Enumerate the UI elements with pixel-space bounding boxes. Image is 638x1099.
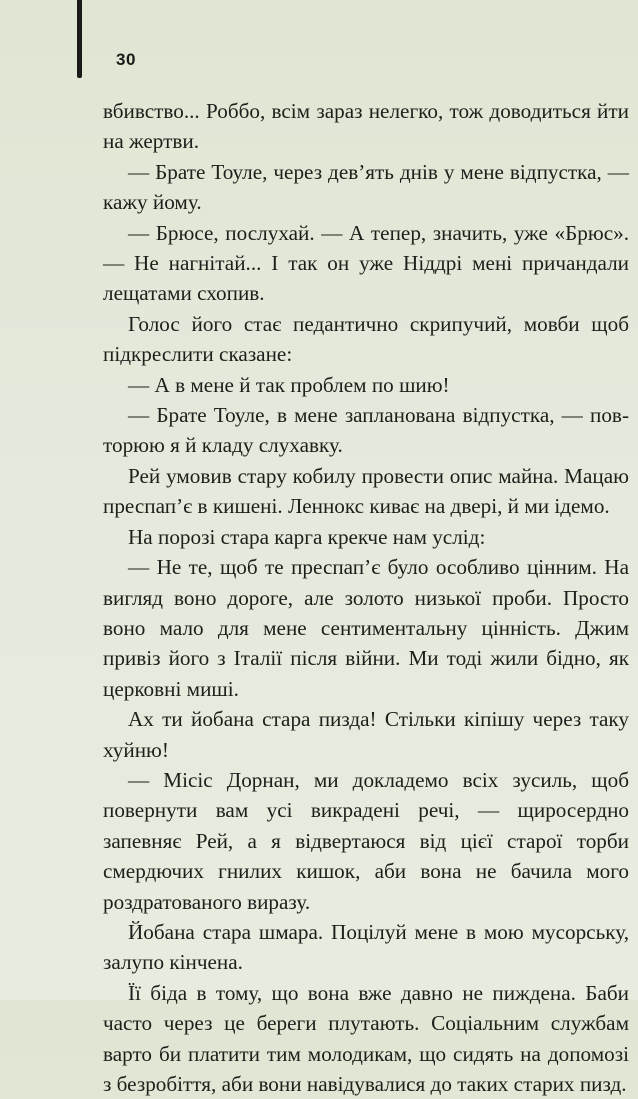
paragraph: На порозі стара карга крекче нам услід: — [128, 524, 486, 549]
paragraph: Голос його стає педантично скрипучий, мовби щоб підкреслити сказане: — [103, 311, 629, 367]
page-number: 30 — [116, 50, 136, 69]
paragraph: — А в мене й так проблем по шию! — [128, 372, 450, 397]
paragraph: — Брате Тоуле, в мене запланована відпустка, — повторюю я й кладу слухавку. — [103, 403, 629, 458]
page-edge-bar — [77, 0, 82, 78]
paragraph: Її біда в тому, що вона вже давно не пиждена. Баби часто через це береги плутають. Соціальним службам варто би платити тим молодикам, що сидять на допомозі з безробіття, аби вони навідувалися до таких старих пизд. — [103, 980, 629, 1096]
paragraph: Ах ти йобана стара пизда! Стільки кіпішу через таку хуйню! — [103, 707, 629, 762]
paragraph: Рей умовив стару кобилу провести опис майна. Мацаю преспап’є в кишені. Леннокс киває на двері, й ми ідемо. — [103, 463, 629, 519]
paragraph: Йобана стара шмара. Поцілуй мене в мою мусорську, залупо кінчена. — [103, 919, 629, 975]
paragraph: — Не те, щоб те преспап’є було особливо цінним. На вигляд воно дороге, але золото низької проби. Просто воно мало для мене сентиментальну цінність. Джим привіз його з Італії після війни. Ми тоді жили бідно, як церковні миші. — [103, 555, 629, 701]
body-text — [103, 96, 629, 1099]
paragraph: — Брате Тоуле, через дев’ять днів у мене відпустка, — кажу йому. — [103, 159, 629, 215]
paragraph: — Місіс Дорнан, ми докладемо всіх зусиль, щоб повернути вам усі викрадені речі, — щиросердно запевняє Рей, а я відвертаюся від цієї старої торби смердючих гнилих кишок, аби вона не бачила мого роздратованого виразу. — [103, 767, 629, 914]
paragraph: вбивство... Роббо, всім зараз нелегко, тож доводиться йти на жертви. — [103, 99, 629, 154]
paragraph: — Брюсе, послухай. — А тепер, значить, уже «Брюс». — Не нагнітай... І так он уже Ніддрі мені причандали лещатами схопив. — [103, 220, 629, 306]
